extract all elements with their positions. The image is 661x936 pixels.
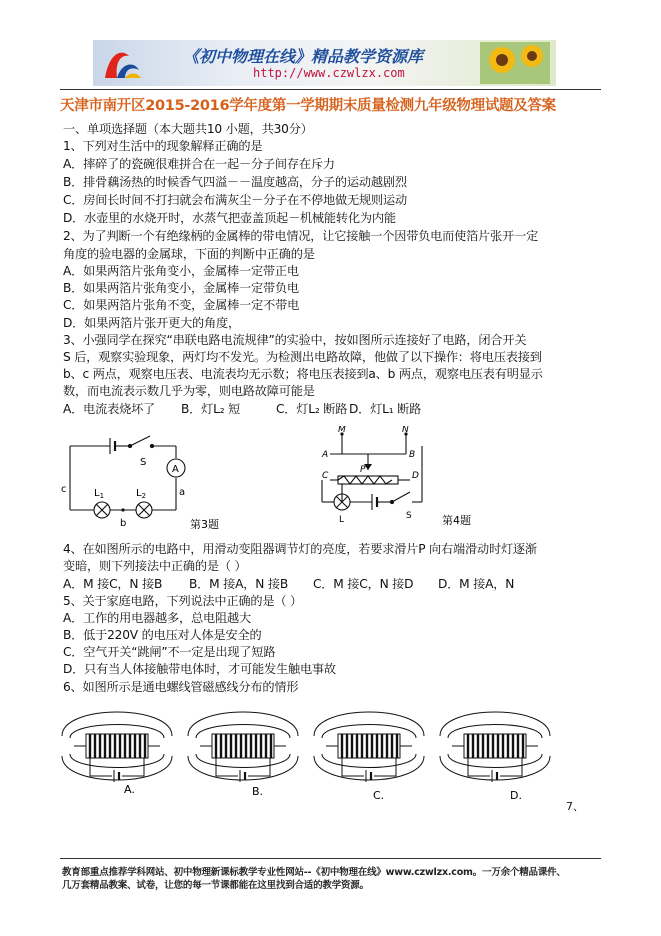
label-p: P (360, 465, 366, 475)
solenoid-label-c: C. (373, 789, 385, 802)
q4-option-b: B．M 接A，N 接B (189, 577, 288, 591)
label-point-a: a (179, 487, 186, 498)
q2-option-c: C．如果两箔片张角不变，金属棒一定不带电 (63, 298, 300, 312)
site-logo-icon (99, 44, 143, 82)
page-title: 天津市南开区2015-2016学年度第一学期期末质量检测九年级物理试题及答案 (60, 98, 556, 114)
q6-stem: 6、如图所示是通电螺线管磁感线分布的情形 (63, 680, 299, 694)
header-banner (93, 40, 556, 86)
q5-option-d: D．只有当人体接触带电体时，才可能发生触电事故 (63, 662, 336, 676)
solenoid-a (62, 712, 172, 782)
solenoid-c (314, 712, 424, 782)
label-a: A (322, 450, 329, 460)
solenoid-label-d: D. (510, 789, 522, 802)
q4-option-c: C．M 接C，N 接D (313, 577, 414, 591)
q4-stem-line1: 4、在如图所示的电路中，用滑动变阻器调节灯的亮度，若要求滑片P 向右端滑动时灯逐渐 (63, 542, 537, 556)
footer-rule (60, 858, 601, 859)
q4-option-a: A．M 接C，N 接B (63, 577, 163, 591)
label-l2: $L_2$ (136, 488, 147, 500)
solenoid-d (440, 712, 550, 782)
q3-options (63, 402, 421, 417)
label-c: C (322, 471, 329, 481)
solenoid-label-a: A. (124, 783, 135, 796)
banner-url-link[interactable]: http://www.czwlzx.com (253, 66, 405, 80)
label-switch-s: S (140, 457, 147, 468)
q1-option-b: B．排骨藕汤热的时候香气四溢－－温度越高，分子的运动越剧烈 (63, 175, 407, 189)
q5-option-a: A．工作的用电器越多，总电阻越大 (63, 611, 251, 625)
footer-line2: 几万套精品教案、试卷，让您的每一节课都能在这里找到合适的教学资源。 (62, 880, 369, 891)
q3-stem-line4: 数，而电流表示数几乎为零，则电路故障可能是 (63, 384, 315, 398)
q2-stem-line2: 角度的验电器的金属球，下面的判断中正确的是 (63, 247, 315, 261)
q4-options (63, 577, 514, 592)
q2-option-a: A．如果两箔片张角变小，金属棒一定带正电 (63, 264, 299, 278)
q3-option-c: C．灯L₂ 断路 (276, 402, 348, 416)
sunflower-icon (480, 42, 550, 84)
label-n: N (402, 426, 409, 435)
q5-option-c: C．空气开关“跳闸”不一定是出现了短路 (63, 645, 276, 659)
q3-stem-line2: S 后，观察实验现象，两灯均不发光。为检测出电路故障，他做了以下操作：将电压表接到 (63, 350, 542, 364)
section-heading: 一、单项选择题（本大题共10 小题，共30分） (63, 122, 313, 136)
q3-option-b: B．灯L₂ 短 (181, 402, 241, 416)
solenoid-label-b: B. (252, 785, 264, 798)
q5-stem: 5、关于家庭电路，下列说法中正确的是（ ） (63, 594, 302, 608)
solenoid-b (188, 712, 298, 782)
q3-option-d: D．灯L₁ 断路 (349, 402, 422, 416)
next-question-number: 7、 (566, 800, 584, 813)
figure-3-caption: 第3题 (190, 518, 219, 531)
switch-s (130, 436, 150, 446)
q4-option-d: D．M 接A，N (438, 577, 515, 591)
figure-4-caption: 第4题 (442, 514, 471, 527)
label-b: B (409, 450, 416, 460)
label-l1: $L_1$ (94, 488, 105, 500)
label-ammeter: A (172, 464, 179, 475)
figure-q3-circuit (58, 428, 268, 533)
q3-stem-line1: 3、小强同学在探究“串联电路电流规律”的实验中，按如图所示连接好了电路，闭合开关 (63, 333, 527, 347)
q2-stem-line1: 2、为了判断一个有绝缘柄的金属棒的带电情况，让它接触一个因带负电而使箔片张开一定 (63, 229, 539, 243)
q1-option-c: C．房间长时间不打扫就会布满灰尘－分子在不停地做无规则运动 (63, 193, 407, 207)
q1-option-a: A．摔碎了的瓷碗很难拼合在一起－分子间存在斥力 (63, 157, 335, 171)
q3-stem-line3: b、c 两点，观察电压表、电流表均无示数；将电压表接到a、b 两点，观察电压表有明显示 (63, 367, 543, 381)
q1-stem: 1、下列对生活中的现象解释正确的是 (63, 139, 263, 153)
rheostat-zigzag (338, 476, 392, 484)
q4-stem-line2: 变暗，则下列接法中正确的是（ ） (63, 559, 247, 573)
q2-option-d: D．如果两箔片张开更大的角度， (63, 316, 241, 330)
header-rule (60, 89, 601, 90)
banner-title: 《初中物理在线》精品教学资源库 (183, 47, 424, 66)
label-point-b: b (120, 518, 127, 529)
label-d: D (412, 471, 419, 481)
q3-option-a: A．电流表烧坏了 (63, 402, 156, 416)
q5-option-b: B．低于220V 的电压对人体是安全的 (63, 628, 262, 642)
label-point-c: c (61, 484, 67, 495)
figure-q4-circuit (312, 426, 502, 534)
footer-line1: 教育部重点推荐学科网站、初中物理新课标教学专业性网站--《初中物理在线》www.czwlzx.com。一万余个精品课件、 (62, 867, 566, 878)
q2-option-b: B．如果两箔片张角变小，金属棒一定带负电 (63, 281, 299, 295)
label-s: S (406, 511, 412, 521)
q1-option-d: D．水壶里的水烧开时，水蒸气把壶盖顶起－机械能转化为内能 (63, 211, 396, 225)
figure-q6-solenoids (60, 700, 560, 810)
label-l: L (339, 515, 345, 525)
label-m: M (338, 426, 346, 435)
